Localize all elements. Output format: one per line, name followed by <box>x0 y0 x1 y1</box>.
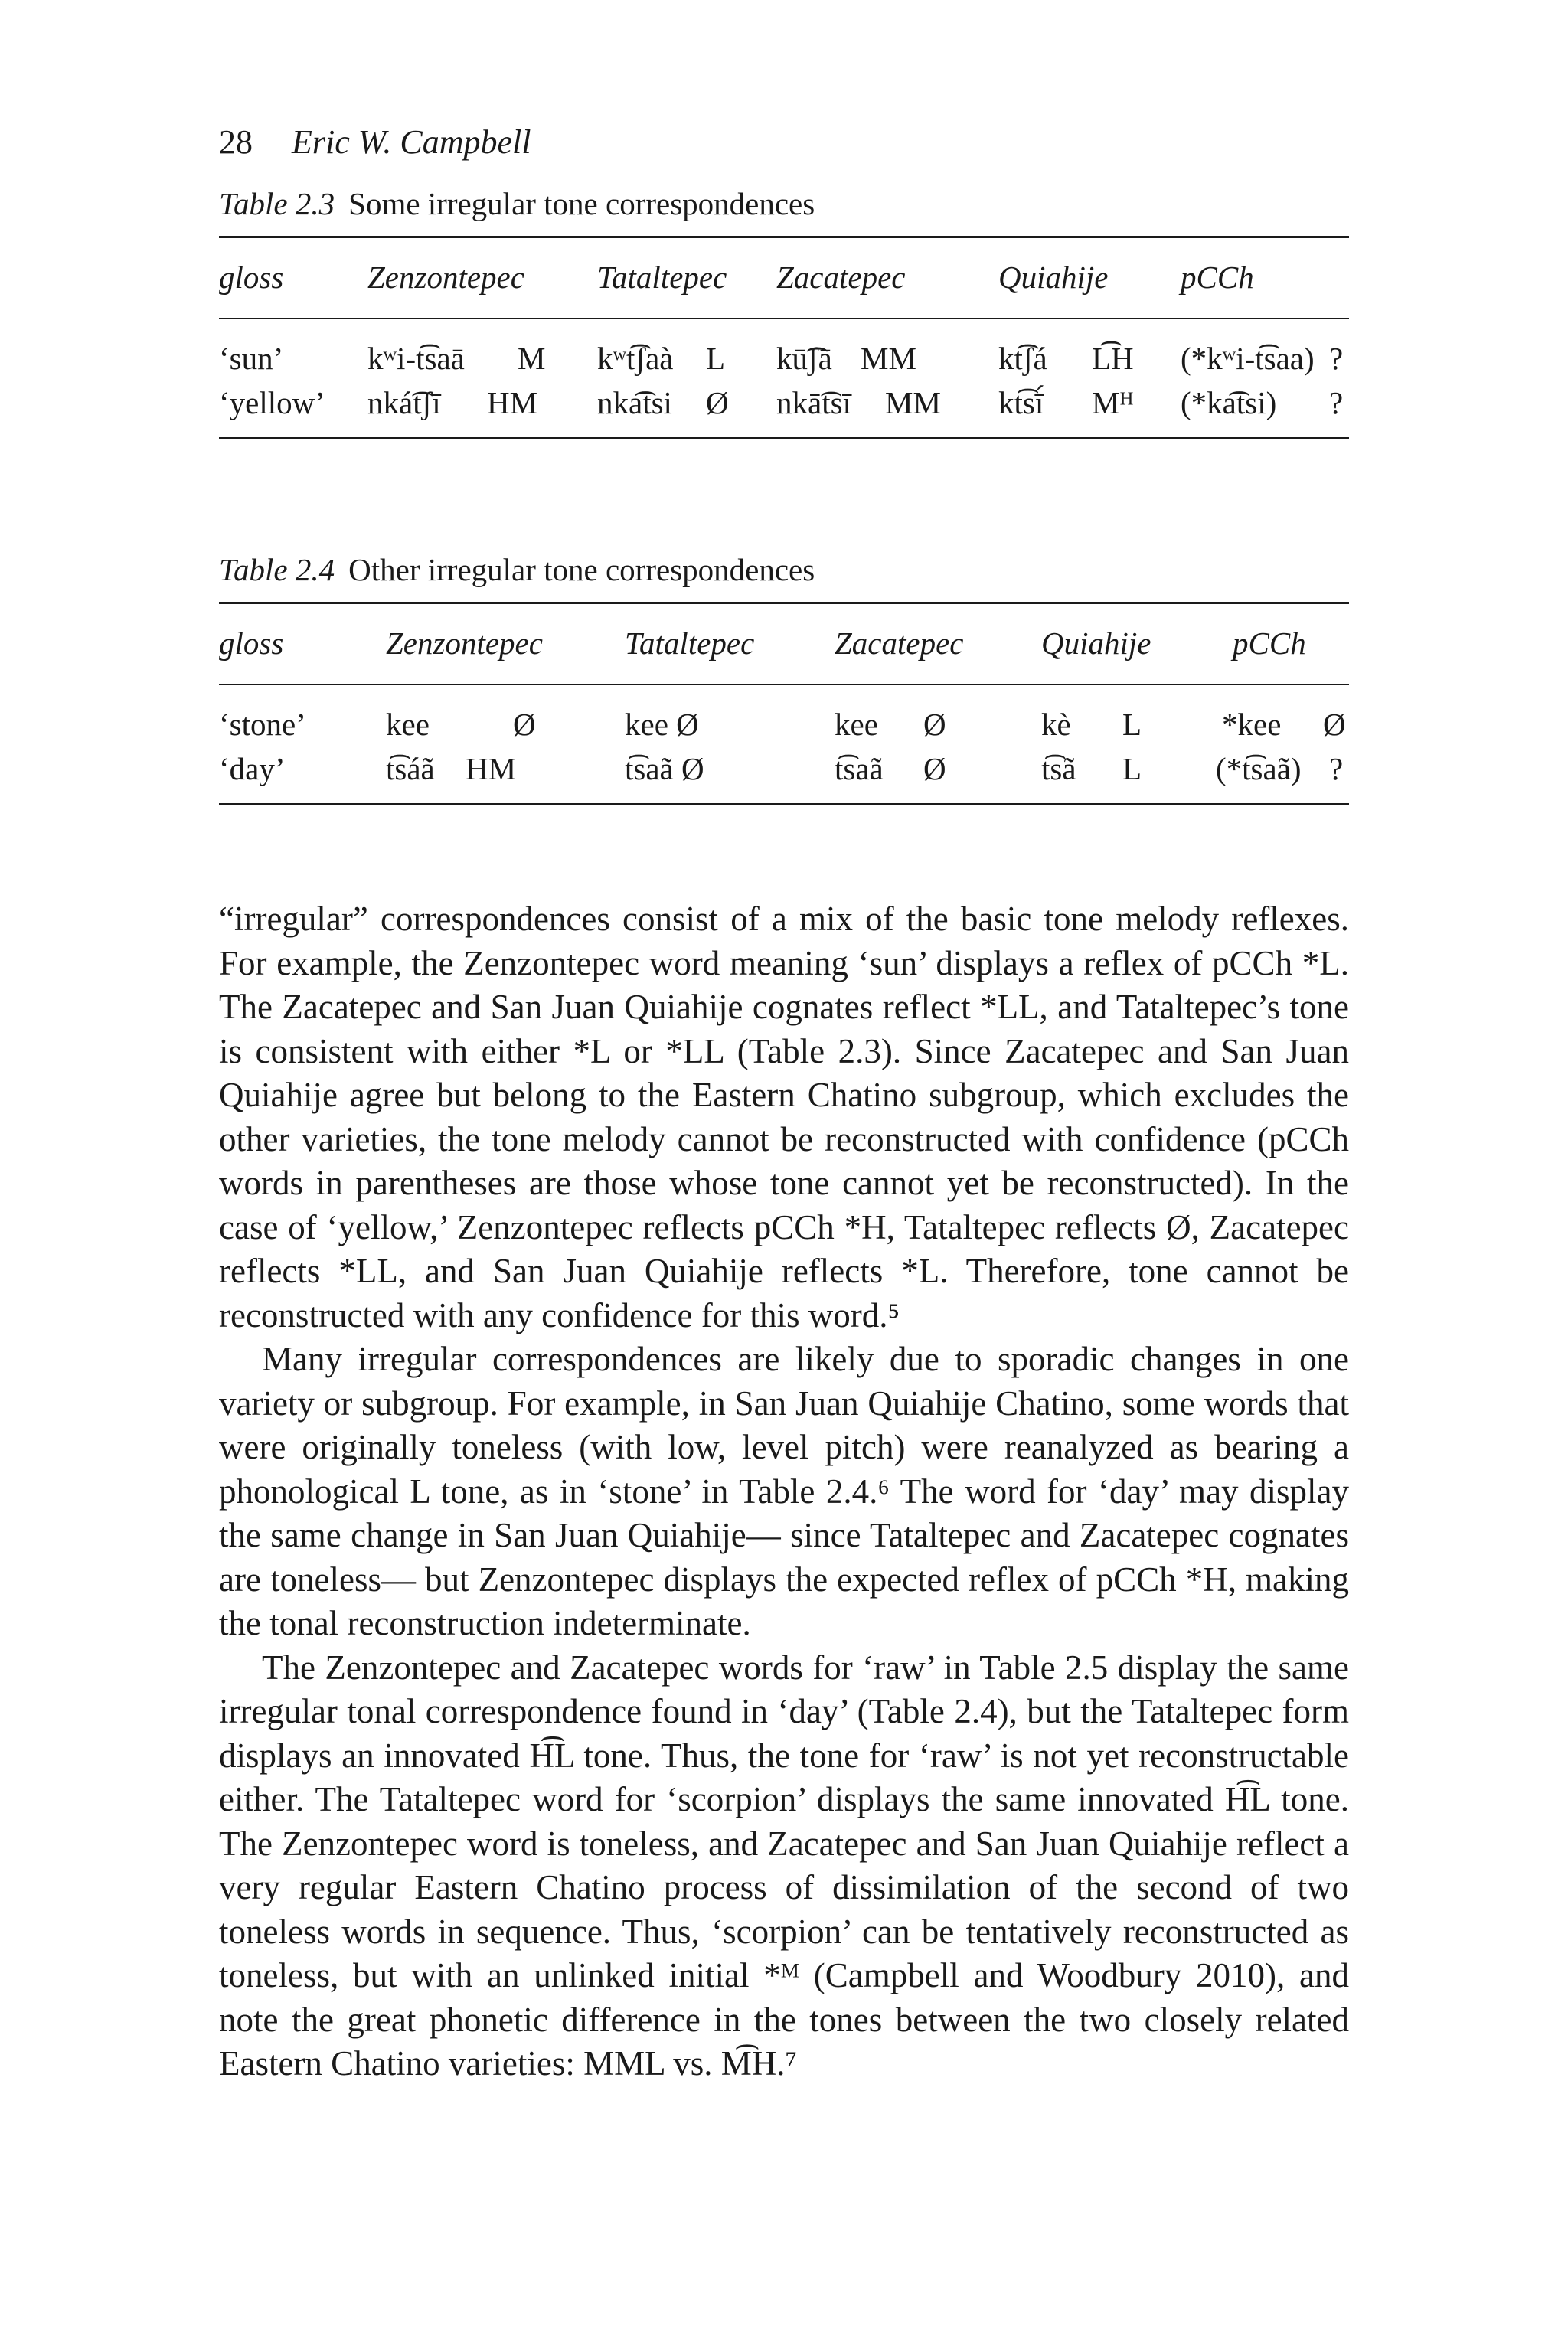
table-2-4 <box>219 602 1349 805</box>
tone-cell: L <box>1122 751 1142 786</box>
column-header: Zenzontepec <box>368 260 524 295</box>
column-header: pCCh <box>1181 260 1254 295</box>
table-header-row <box>219 604 1349 685</box>
running-author: Eric W. Campbell <box>292 123 531 161</box>
form-cell: nká͡tʃī <box>368 385 441 420</box>
running-header <box>219 121 531 164</box>
form-cell: kee Ø <box>625 707 699 742</box>
tone-cell: ? <box>1329 341 1344 376</box>
column-header: gloss <box>219 626 284 661</box>
tone-cell: M <box>518 341 546 376</box>
form-cell: nka͡tsi <box>597 385 672 420</box>
tone-cell: L͡H <box>1092 341 1134 376</box>
tone-cell: Ø <box>923 751 946 786</box>
form-cell: t͡saã Ø <box>625 751 704 786</box>
table-body <box>219 685 1349 803</box>
table-label: Table 2.4 <box>219 552 335 587</box>
page-number: 28 <box>219 123 253 161</box>
table-2-4-caption <box>219 550 815 590</box>
column-header: pCCh <box>1233 626 1306 661</box>
gloss-cell: ‘sun’ <box>219 341 284 376</box>
table-caption-text: Some irregular tone correspondences <box>348 186 815 221</box>
table-2-3-caption <box>219 184 815 224</box>
tone-cell: MM <box>885 385 941 420</box>
form-cell: kè <box>1041 707 1071 742</box>
column-header: Zacatepec <box>776 260 906 295</box>
table-row <box>219 746 1349 791</box>
table-caption-text: Other irregular tone correspondences <box>348 552 815 587</box>
table-row <box>219 702 1349 746</box>
column-header: Quiahije <box>1041 626 1152 661</box>
table-header-row <box>219 238 1349 319</box>
table-label: Table 2.3 <box>219 186 335 221</box>
gloss-cell: ‘stone’ <box>219 707 306 742</box>
table-row <box>219 336 1349 381</box>
column-header: Zacatepec <box>835 626 964 661</box>
tone-cell: Ø <box>1323 707 1346 742</box>
gloss-cell: ‘yellow’ <box>219 385 325 420</box>
tone-cell: L <box>1122 707 1142 742</box>
form-cell: (*t͡saã) <box>1216 751 1302 786</box>
tone-cell: HM <box>487 385 538 420</box>
form-cell: t͡sáã <box>386 751 435 786</box>
form-cell: nkā͡tsī <box>776 385 851 420</box>
form-cell: kt͡sī́ <box>998 385 1044 420</box>
tone-cell: Ø <box>923 707 946 742</box>
tone-cell: Mᴴ <box>1092 385 1134 420</box>
form-cell: kʷi-t͡saā <box>368 341 465 376</box>
paragraph: The Zenzontepec and Zacatepec words for ‘raw’ in Table 2.5 display the same irregular tonal correspondence found in ‘day’ (Table 2.4), but the Tataltepec form displays an innovated H͡L tone. Thus, the tone for ‘raw’ is not yet reconstructable either. The Tataltepec word for ‘scorpion’ displays the same innovated H͡L tone. The Zenzontepec word is toneless, and Zacatepec and San Juan Quiahije reflect a very regular Eastern Chatino process of dissimilation of the second of two toneless words in sequence. Thus, ‘scorpion’ can be tentatively reconstructed as toneless, but with an unlinked initial *ᴹ (Campbell and Woodbury 2010), and note the great phonetic difference in the tones between the two closely related Eastern Chatino varieties: MML vs. M͡H.⁷ <box>219 1648 1349 2082</box>
body-text <box>219 897 1349 2086</box>
form-cell: kʷt͡ʃaà <box>597 341 674 376</box>
paragraph: Many irregular correspondences are likely due to sporadic changes in one variety or subgroup. For example, in San Juan Quiahije Chatino, some words that were originally toneless (with low, level pitch) were reanalyzed as bearing a phonological L tone, as in ‘stone’ in Table 2.4.⁶ The word for ‘day’ may display the same change in San Juan Quiahije— since Tataltepec and Zacatepec cognates are toneless— but Zenzontepec displays the expected reflex of pCCh *H, making the tonal reconstruction indeterminate. <box>219 1340 1349 1642</box>
tone-cell: Ø <box>513 707 536 742</box>
gloss-cell: ‘day’ <box>219 751 286 786</box>
column-header: Quiahije <box>998 260 1109 295</box>
tone-cell: L <box>706 341 726 376</box>
tone-cell: Ø <box>706 385 729 420</box>
table-body <box>219 319 1349 437</box>
tone-cell: ? <box>1329 751 1344 786</box>
tone-cell: ? <box>1329 385 1344 420</box>
form-cell: (*ka͡tsi) <box>1181 385 1277 420</box>
tone-cell: MM <box>861 341 916 376</box>
form-cell: kt͡ʃá <box>998 341 1047 376</box>
form-cell: t͡sã <box>1041 751 1076 786</box>
paragraph: “irregular” correspondences consist of a mix of the basic tone melody reflexes. For example, the Zenzontepec word meaning ‘sun’ displays a reflex of pCCh *L. The Zacatepec and San Juan Quiahije cognates reflect *LL, and Tataltepec’s tone is consistent with either *L or *LL (Table 2.3). Since Zacatepec and San Juan Quiahije agree but belong to the Eastern Chatino subgroup, which excludes the other varieties, the tone melody cannot be reconstructed with confidence (pCCh words in parentheses are those whose tone cannot yet be reconstructed). In the case of ‘yellow,’ Zenzontepec reflects pCCh *H, Tataltepec reflects Ø, Zacatepec reflects *LL, and San Juan Quiahije reflects *L. Therefore, tone cannot be reconstructed with any confidence for this word.⁵ <box>219 900 1349 1334</box>
table-row <box>219 381 1349 425</box>
form-cell: t͡saã <box>835 751 884 786</box>
column-header: gloss <box>219 260 284 295</box>
tone-cell: HM <box>466 751 517 786</box>
form-cell: kee <box>386 707 430 742</box>
column-header: Tataltepec <box>597 260 727 295</box>
column-header: Tataltepec <box>625 626 755 661</box>
form-cell: kū͡ʃā <box>776 341 832 376</box>
form-cell: *kee <box>1222 707 1282 742</box>
form-cell: kee <box>835 707 878 742</box>
column-header: Zenzontepec <box>386 626 543 661</box>
form-cell: (*kʷi-t͡saa) <box>1181 341 1315 376</box>
table-2-3 <box>219 236 1349 439</box>
